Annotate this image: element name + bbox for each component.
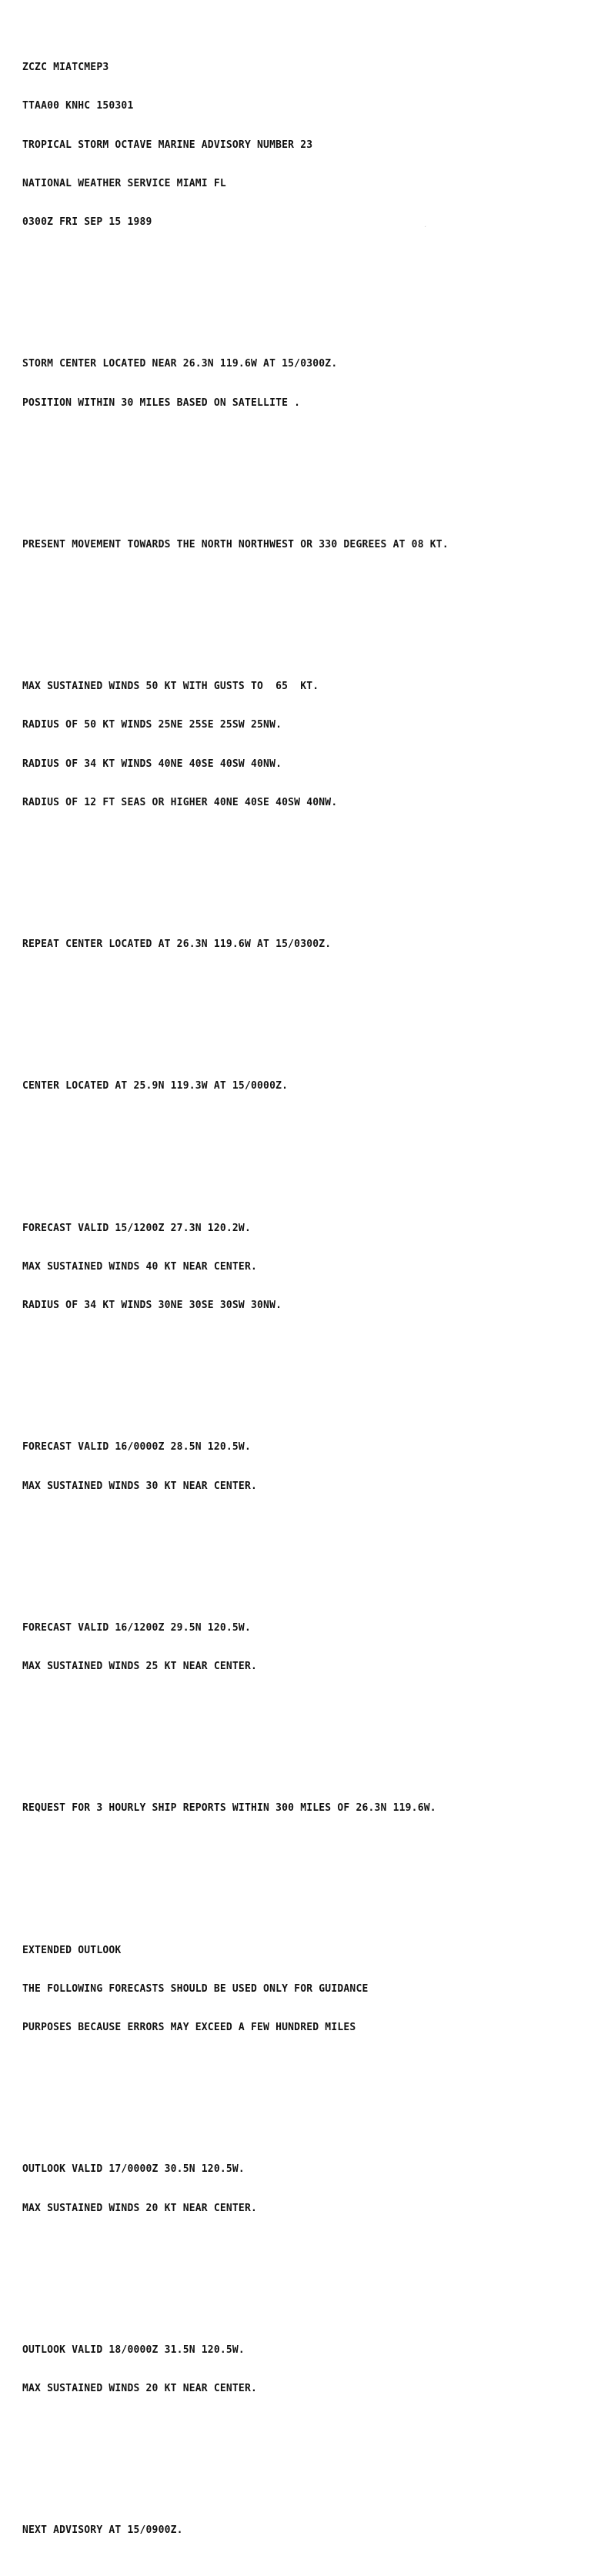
blank-line (22, 1725, 584, 1738)
blank-line (22, 1145, 584, 1158)
forecast-valid-line: FORECAST VALID 16/0000Z 28.5N 120.5W. (22, 1441, 251, 1454)
position-accuracy-line: POSITION WITHIN 30 MILES BASED ON SATELLITE . (22, 396, 301, 409)
present-movement-line: PRESENT MOVEMENT TOWARDS THE NORTH NORTHWEST OR 330 DEGREES AT 08 KT. (22, 538, 449, 550)
blank-line (22, 2447, 584, 2461)
outlook-valid-line: OUTLOOK VALID 18/0000Z 31.5N 120.5W. (22, 2343, 245, 2356)
wmo-header-line: ZCZC MIATCMEP3 (22, 62, 109, 73)
ship-report-request-line: REQUEST FOR 3 HOURLY SHIP REPORTS WITHIN 300 MILES OF 26.3N 119.6W. (22, 1802, 436, 1815)
extended-outlook-block (22, 1919, 584, 2060)
advisory-document (22, 10, 584, 2576)
blank-line (22, 604, 584, 617)
outlook-winds-line: MAX SUSTAINED WINDS 20 KT NEAR CENTER. (22, 2202, 258, 2214)
forecast-winds-line: MAX SUSTAINED WINDS 30 KT NEAR CENTER. (22, 1480, 258, 1492)
radius-50kt-line: RADIUS OF 50 KT WINDS 25NE 25SE 25SW 25NW. (22, 719, 282, 731)
outlook-block-2 (22, 2318, 584, 2421)
extended-outlook-heading: EXTENDED OUTLOOK (22, 1944, 122, 1956)
previous-center-line: CENTER LOCATED AT 25.9N 119.3W AT 15/0000Z. (22, 1080, 289, 1092)
issuing-office: NATIONAL WEATHER SERVICE MIAMI FL (22, 177, 226, 189)
repeat-center-line: REPEAT CENTER LOCATED AT 26.3N 119.6W AT 15/0300Z. (22, 938, 332, 950)
forecast-block-1 (22, 1196, 584, 1338)
next-advisory-line: NEXT ADVISORY AT 15/0900Z. (22, 2524, 183, 2537)
blank-line (22, 1867, 584, 1880)
max-winds-line: MAX SUSTAINED WINDS 50 KT WITH GUSTS TO 65 KT. (22, 681, 319, 692)
header-block (22, 36, 584, 256)
blank-line (22, 1003, 584, 1016)
blank-line (22, 281, 584, 294)
forecast-valid-line: FORECAST VALID 15/1200Z 27.3N 120.2W. (22, 1222, 251, 1234)
error-disclaimer-line: PURPOSES BECAUSE ERRORS MAY EXCEED A FEW HUNDRED MILES (22, 2022, 356, 2033)
storm-center-line: STORM CENTER LOCATED NEAR 26.3N 119.6W AT 15/0300Z. (22, 358, 338, 370)
radius-34kt-line: RADIUS OF 34 KT WINDS 40NE 40SE 40SW 40NW. (22, 758, 282, 770)
outlook-block-1 (22, 2138, 584, 2241)
scan-speck-mark: ´ (424, 226, 426, 232)
radius-12ft-seas-line: RADIUS OF 12 FT SEAS OR HIGHER 40NE 40SE 40SW 40NW. (22, 796, 338, 808)
blank-line (22, 2086, 584, 2099)
blank-line (22, 461, 584, 474)
blank-line (22, 2267, 584, 2280)
outlook-winds-line: MAX SUSTAINED WINDS 20 KT NEAR CENTER. (22, 2383, 258, 2394)
forecast-radius-line: RADIUS OF 34 KT WINDS 30NE 30SE 30SW 30NW. (22, 1300, 282, 1311)
forecast-valid-line: FORECAST VALID 16/1200Z 29.5N 120.5W. (22, 1621, 251, 1634)
forecast-block-2 (22, 1416, 584, 1519)
repeat-block (22, 913, 584, 978)
blank-line (22, 861, 584, 875)
next-advisory-block (22, 2499, 584, 2564)
blank-line (22, 1364, 584, 1377)
winds-block (22, 655, 584, 836)
station-header-line: TTAA00 KNHC 150301 (22, 100, 134, 112)
position-block (22, 333, 584, 436)
forecast-winds-line: MAX SUSTAINED WINDS 25 KT NEAR CENTER. (22, 1661, 258, 1672)
previous-center-block (22, 1055, 584, 1119)
forecast-winds-line: MAX SUSTAINED WINDS 40 KT NEAR CENTER. (22, 1260, 258, 1273)
guidance-disclaimer-line: THE FOLLOWING FORECASTS SHOULD BE USED ONLY FOR GUIDANCE (22, 1982, 369, 1995)
outlook-valid-line: OUTLOOK VALID 17/0000Z 30.5N 120.5W. (22, 2163, 245, 2176)
blank-line (22, 1544, 584, 1557)
advisory-title: TROPICAL STORM OCTAVE MARINE ADVISORY NUMBER 23 (22, 139, 313, 151)
ship-report-request-block (22, 1777, 584, 1842)
issue-datetime: 0300Z FRI SEP 15 1989 (22, 216, 152, 228)
forecast-block-3 (22, 1596, 584, 1699)
movement-block (22, 513, 584, 577)
